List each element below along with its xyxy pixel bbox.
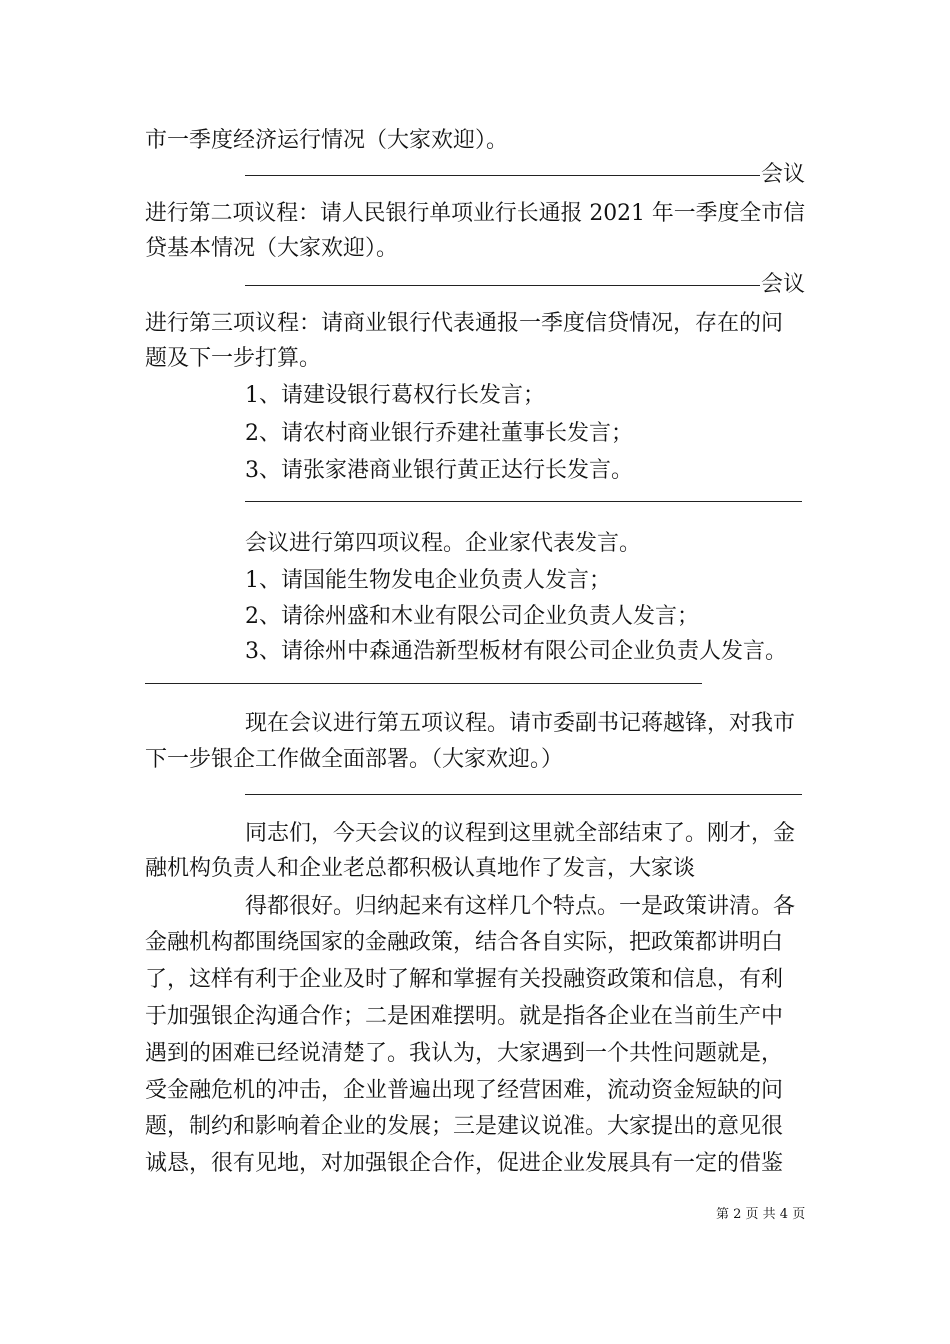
text-line: 进行第二项议程：请人民银行单项业行长通报 2021 年一季度全市信	[145, 201, 806, 226]
list-item: 1、请建设银行葛权行长发言；	[245, 383, 545, 408]
text-line: 会议	[761, 162, 806, 187]
text-line: 题，制约和影响着企业的发展；三是建议说准。大家提出的意见很	[145, 1114, 784, 1139]
text-line: 进行第三项议程：请商业银行代表通报一季度信贷情况，存在的问	[145, 311, 784, 336]
list-item: 1、请国能生物发电企业负责人发言；	[245, 568, 611, 593]
text-line: 题及下一步打算。	[145, 346, 322, 371]
separator-rule	[245, 175, 760, 176]
text-line: 受金融危机的冲击，企业普遍出现了经营困难，流动资金短缺的问	[145, 1078, 784, 1103]
text-line: 遇到的困难已经说清楚了。我认为，大家遇到一个共性问题就是，	[145, 1041, 784, 1066]
page-number: 第 2 页 共 4 页	[716, 1207, 806, 1222]
list-item: 3、请张家港商业银行黄正达行长发言。	[245, 458, 633, 483]
list-item: 2、请徐州盛和木业有限公司企业负责人发言；	[245, 604, 699, 629]
list-item: 2、请农村商业银行乔建社董事长发言；	[245, 421, 633, 446]
text-line: 得都很好。归纳起来有这样几个特点。一是政策讲清。各	[245, 894, 796, 919]
text-line: 现在会议进行第五项议程。请市委副书记蒋越锋，对我市	[245, 711, 796, 736]
separator-rule	[245, 794, 802, 795]
text-line: 诚恳，很有见地，对加强银企合作，促进企业发展具有一定的借鉴	[145, 1151, 784, 1176]
text-line: 了，这样有利于企业及时了解和掌握有关投融资政策和信息，有利	[145, 967, 784, 992]
text-line: 融机构负责人和企业老总都积极认真地作了发言，大家谈	[145, 856, 696, 881]
separator-rule	[245, 501, 802, 502]
text-line: 下一步银企工作做全面部署。（大家欢迎。）	[145, 747, 564, 772]
text-line: 市一季度经济运行情况（大家欢迎）。	[145, 128, 509, 153]
text-line: 贷基本情况（大家欢迎）。	[145, 236, 399, 261]
separator-rule	[145, 683, 702, 684]
list-item: 3、请徐州中森通浩新型板材有限公司企业负责人发言。	[245, 639, 787, 664]
text-line: 金融机构都围绕国家的金融政策，结合各自实际，把政策都讲明白	[145, 930, 784, 955]
separator-rule	[245, 285, 760, 286]
text-line: 同志们，今天会议的议程到这里就全部结束了。刚才，金	[245, 821, 796, 846]
text-line: 于加强银企沟通合作；二是困难摆明。就是指各企业在当前生产中	[145, 1004, 784, 1029]
text-line: 会议	[761, 272, 806, 297]
text-line: 会议进行第四项议程。企业家代表发言。	[245, 531, 642, 556]
